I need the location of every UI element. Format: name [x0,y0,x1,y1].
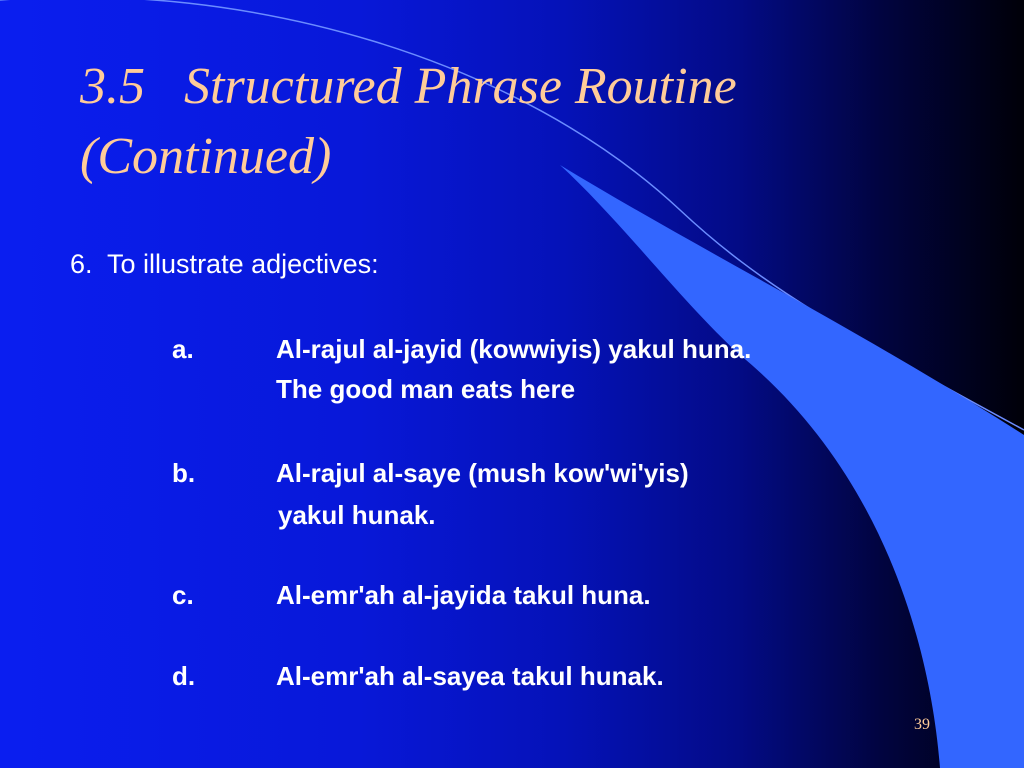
title-line-1: 3.5 Structured Phrase Routine [80,58,737,115]
item-c-letter: c. [172,580,194,610]
item-c-line-1: Al-emr'ah al-jayida takul huna. [276,580,651,610]
item-a-line-2: The good man eats here [276,374,576,404]
title-line-2: (Continued) [80,128,332,185]
item-d-letter: d. [172,661,196,691]
item-b-line-2: yakul hunak. [278,500,436,530]
page-number: 39 [914,716,930,733]
item-a-line-1: Al-rajul al-jayid (kowwiyis) yakul huna. [276,334,752,364]
item-b-line-1: Al-rajul al-saye (mush kow'wi'yis) [276,458,689,488]
item-d-line-1: Al-emr'ah al-sayea takul hunak. [276,661,664,691]
item-b-letter: b. [172,458,196,488]
item-a-letter: a. [172,334,194,364]
slide-title [80,52,940,192]
intro-text: 6. To illustrate adjectives: [70,249,379,279]
